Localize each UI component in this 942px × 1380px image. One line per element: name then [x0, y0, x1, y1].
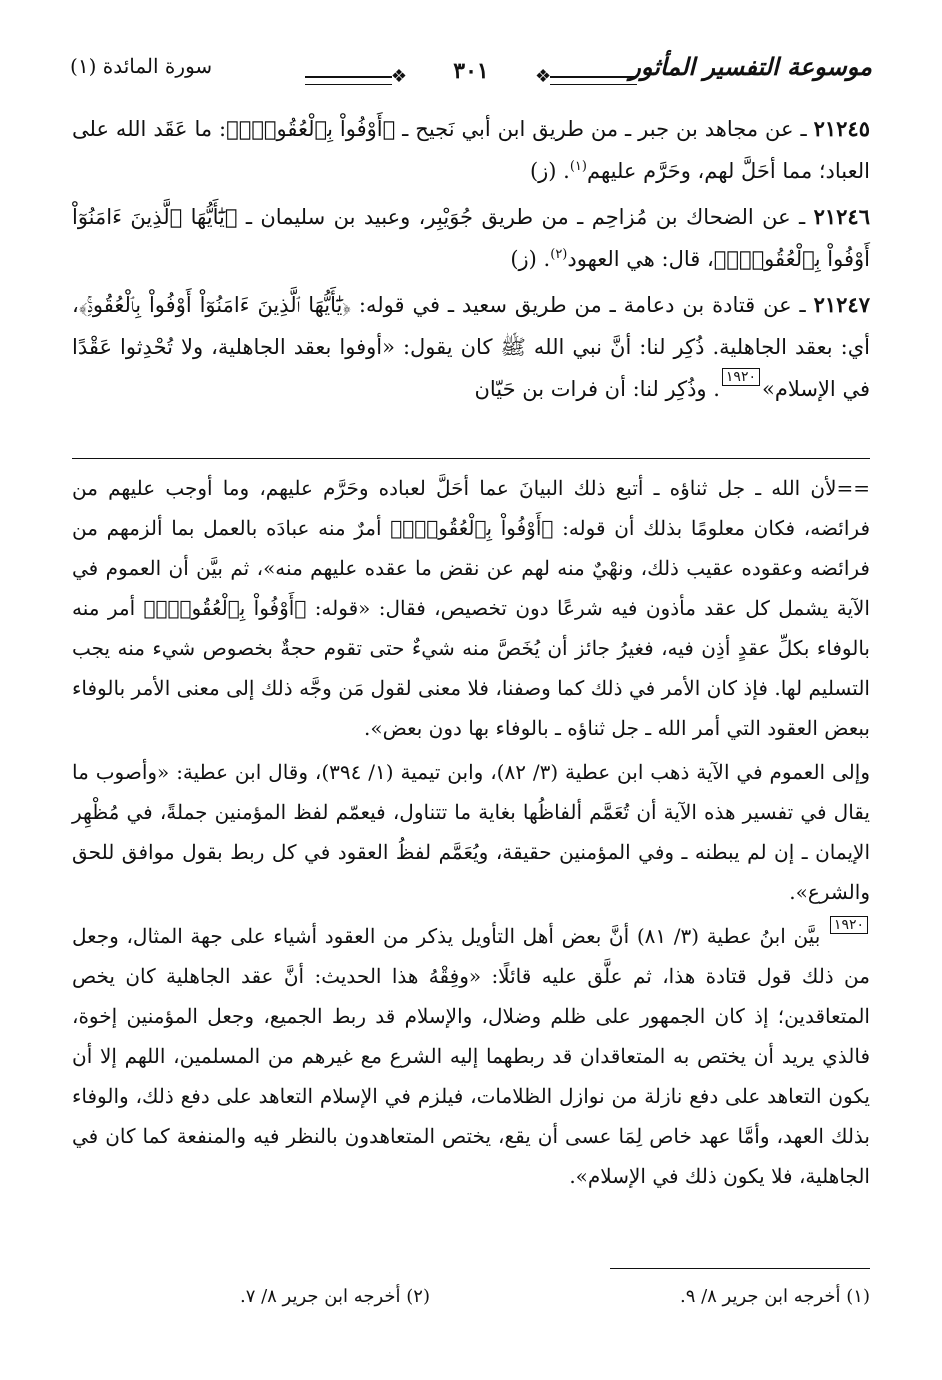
footnote-1: (١) أخرجه ابن جرير ٨/ ٩.: [679, 1286, 870, 1307]
entry-number: ٢١٢٤٧: [813, 292, 870, 317]
commentary: [72, 468, 870, 1200]
ornament-icon: ❖: [390, 66, 407, 87]
entry-number: ٢١٢٤٥: [813, 116, 870, 141]
entry-text: ـ عن مجاهد بن جبر ـ من طريق ابن أبي نَجيح ـ ﴿أَوْفُواْ بِٱلْعُقُودِۚ﴾: ما عَقَد الله على العباد؛ مما أحَلَّ لهم، وحَرَّم عليهم: [72, 117, 870, 183]
commentary-separator: [72, 458, 870, 459]
commentary-paragraph: وإلى العموم في الآية ذهب ابن عطية (٣/ ٨٢)، وابن تيمية (١/ ٣٩٤)، وقال ابن عطية: «وأصوب ما يقال في تفسير هذه الآية أن تُعَمَّم ألفاظُها بغاية ما تتناول، فيعمّم لفظ المؤمنين جملةً، في مُظْهِر الإيمان ـ إن لم يبطنه ـ وفي المؤمنين حقيقة، ويُعَمَّم لفظُ العقود في كل ربط بقول موافق للحق والشرع».: [72, 760, 870, 904]
page-header: [70, 48, 872, 92]
main-text: [72, 108, 870, 414]
footnote-mark: (١): [569, 159, 587, 174]
ornament-icon: ❖: [535, 66, 552, 87]
commentary-note-text: بيَّن ابنُ عطية (٣/ ٨١) أنَّ بعض أهل التأويل يذكر من العقود أشياء على جهة المثال، وجعل من ذلك قول قتادة هذا، ثم علَّق عليه قائلًا: «وفِقْهُ هذا الحديث: أنَّ عقد الجاهلية كان يخص المتعاقدين؛ إذ كان الجمهور على ظلم وضلال، والإسلام قد ربط الجميع، وجعل المؤمنين إخوة، فالذي يريد أن يختص به المتعاقدان قد ربطهما إليه الشرع مع غيرهم من المسلمين، اللهم إلا أن يكون التعاهد على دفع نازلة من نوازل الظلامات، فيلزم في الإسلام التعاهد على دفع ذلك، والوفاء بذلك العهد، وأمَّا عهد خاص لِمَا عسى أن يقع، يختص المتعاهدون بالنظر فيه والمنفعة كما كان في الجاهلية، فلا يكون ذلك في الإسلام».: [72, 924, 870, 1188]
entry-tail: . وذُكِر لنا: أن فرات بن حَيّان: [474, 377, 720, 401]
commentary-note: [72, 916, 870, 1196]
footnote-mark: (٢): [550, 247, 568, 262]
commentary-ref-box: ١٩٢٠: [830, 916, 868, 934]
header-rule-left: [305, 76, 392, 85]
entry: [72, 284, 870, 410]
running-title: موسوعة التفسير المأثور: [629, 52, 872, 81]
page-number: ٣٠١: [441, 58, 500, 84]
footnote-2: (٢) أخرجه ابن جرير ٨/ ٧.: [239, 1286, 430, 1307]
entry-tail: . (ز): [529, 159, 570, 183]
footnotes: [72, 1268, 870, 1328]
commentary-paragraph: ==لأن الله ـ جل ثناؤه ـ أتبع ذلك البيانَ عما أحَلَّ لعباده وحَرَّم عليهم، وما أوجب عليهم من فرائضه، فكان معلومًا بذلك أن قوله: ﴿أَوْفُواْ بِٱلْعُقُودِۚ﴾ أمرٌ منه عبادَه بالعمل بما ألزمهم من فرائضه وعقوده عقيب ذلك، ونهْيٌ منه لهم عن نقض ما عقده عليهم منه»، ثم بيَّن أن العموم في الآية يشمل كل عقد مأذون فيه شرعًا دون تخصيص، فقال: «قوله: ﴿أَوْفُواْ بِٱلْعُقُودِۚ﴾ أمر منه بالوفاء بكلِّ عقدٍ أذِن فيه، فغيرُ جائز أن يُخَصَّ منه شيءٌ حتى تقوم حجةٌ بخصوص شيء منه يجب التسليم لها. فإذ كان الأمر في ذلك كما وصفنا، فلا معنى لقول مَن وجَّه ذلك إلى معنى الأمر بالوفاء ببعض العقود التي أمر الله ـ جل ثناؤه ـ بالوفاء بها دون بعض».: [72, 476, 871, 740]
commentary-ref-box[interactable]: ١٩٢٠: [722, 368, 760, 386]
entry: [72, 196, 870, 280]
entry-text: ـ عن الضحاك بن مُزاحِم ـ من طريق جُوَيْبِر، وعبيد بن سليمان ـ ﴿يَٰٓأَيُّهَا ٱلَّذِينَ ءَامَنُوٓاْ أَوْفُواْ بِٱلْعُقُودِۚ﴾، قال: هي العهود: [72, 205, 870, 271]
entry: [72, 108, 870, 192]
footnote-rule: [610, 1268, 870, 1269]
surah-title: سورة المائدة (١): [70, 54, 213, 78]
entry-number: ٢١٢٤٦: [813, 204, 870, 229]
entry-text: ـ عن قتادة بن دعامة ـ من طريق سعيد ـ في قوله: ﴿يَٰٓأَيُّهَا ٱلَّذِينَ ءَامَنُوٓاْ أَوْفُواْ بِٱلْعُقُودِۚ﴾، أي: بعقد الجاهلية. ذُكِر لنا: أنَّ نبي الله ﷺ كان يقول: «أوفوا بعقد الجاهلية، ولا تُحْدِثوا عَقْدًا في الإسلام»: [72, 293, 870, 401]
header-rule-right: [550, 76, 637, 85]
entry-tail: . (ز): [510, 247, 551, 271]
